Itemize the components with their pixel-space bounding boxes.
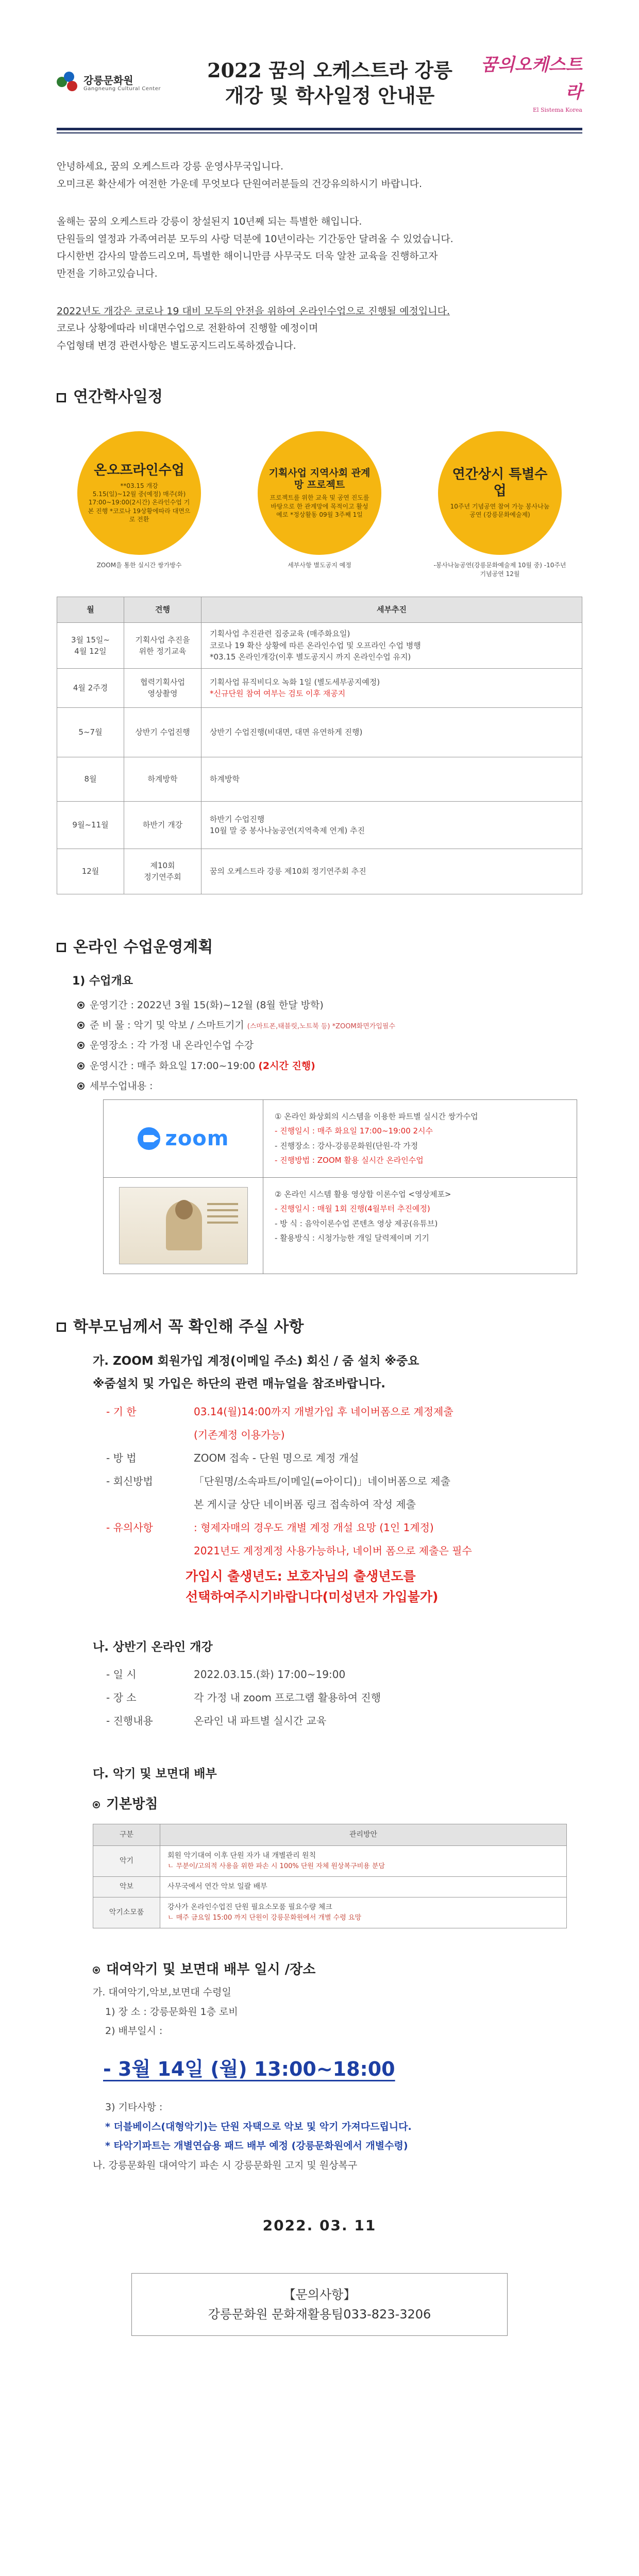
org-name-en: Gangneung Cultural Center (83, 86, 161, 92)
circle-bullet-icon (77, 1002, 85, 1009)
table-row: 3월 15일~ 4월 12일 기획사업 추진을 위한 정기교육 기획사업 추진관련 집중교육 (매주화요일) 코로나 19 확산 상황에 따른 온라인수업 및 오프라인 수업 병행 *03.15 온라인개강(이후 별도공지시 까지 온라인수업 유지) (57, 623, 582, 669)
policy-subtitle: 기본방침 (93, 1794, 582, 1815)
issue-date: 2022. 03. 11 (262, 2217, 377, 2234)
square-bullet-icon (57, 1323, 66, 1332)
rental-title: 대여악기 및 보면대 배부 일시 /장소 (93, 1959, 582, 1980)
list-item: 운영장소 : 각 가정 내 온라인수업 수강 (77, 1038, 582, 1053)
overview-circle: 연간상시 특별수업 10주년 기념공연 참여 가능 봉사나눔공연 (강릉문화예술제) (438, 431, 562, 555)
policy-table: 구분 관리방안 악기 회원 악기대여 이후 단원 자가 내 개별관리 원칙 ㄴ 무분이/고의적 사용을 위한 파손 시 100% 단원 자체 원상복구비용 분담 악보 사무국에서 연간 악보 일괄 배부 악기소모품 강사가 온라인수업진 단원 필요소모품 필요수량 체크 ㄴ 매주 금요일 15:00 까지 단원이 강릉문화원에서 개별 수령 요망 (93, 1824, 567, 1928)
zoom-logo: zoom (138, 1123, 229, 1155)
table-row: 4월 2주경 협력기획사업 영상촬영 기획사업 뮤직비디오 녹화 1일 (별도세부공지예정) *신규단원 참여 여부는 검토 이후 재공지 (57, 668, 582, 707)
schedule-section-title: 연간학사일정 (57, 385, 582, 410)
detail-row: - 유의사항 : 형제자매의 경우도 개별 계정 개설 요망 (1인 1계정) (106, 1521, 434, 1534)
rental-details: 가. 대여악기,악보,보면대 수령일 1) 장 소 : 강릉문화원 1층 로비 2) 배부일시 : (93, 1987, 238, 2037)
method-row: ② 온라인 시스템 활용 영상합 이론수업 <영상제포> - 진행일시 : 매월 1회 진행(4월부터 추진예정) - 방 식 : 음악이론수업 콘텐츠 영상 제공(유튜브) - 활용방식 : 시청가능한 개일 달력제이며 기기 (104, 1178, 577, 1274)
online-bullets (77, 998, 582, 1094)
online-section-title: 온라인 수업운영계획 (57, 936, 582, 960)
circle-bullet-icon (93, 1801, 100, 1808)
org-name: 강릉문화원 (83, 74, 133, 87)
intro-text: 안녕하세요, 꿈의 오케스트라 강릉 운영사무국입니다. 오미크론 확산세가 여전한 가운데 무엇보다 단원여러분들의 건강유의하시기 바랍니다. 올해는 꿈의 오케스트라 강릉이 창설된지 10년째 되는 특별한 해입니다. 단원들의 열정과 가족여러분 모두의 사랑 덕분에 10년이라는 기간동안 달려올 수 있었습니다. 다시한번 감사의 말씀드리오며, 특별한 해이니만큼 사무국도 더욱 알찬 교육을 진행하고자 만전을 기하고있습니다. 2022년도 개강은 코로나 19 대비 모두의 안전을 위하여 온라인수업으로 진행될 예정입니다. 코로나 상황에따라 비대면수업으로 전환하여 진행할 예정이며 수업형태 변경 관련사항은 별도공지드리도록하겠습니다. (57, 159, 582, 353)
zoom-signup-subtitle: ※줌설치 및 가입은 하단의 관련 매뉴얼을 참조바랍니다. (93, 1377, 385, 1391)
rental-etc: 3) 기타사항 : * 더블베이스(대형악기)는 단원 자택으로 악보 및 악기 가져다드립니다. * 타악기파트는 개별연습용 패드 배부 예정 (강릉문화원에서 개별수령) 나. 강릉문화원 대여악기 파손 시 강릉문화원 고지 및 원상복구 (93, 2102, 412, 2171)
schedule-table: 월 견행 세부추진 3월 15일~ 4월 12일 기획사업 추진을 위한 정기교육 기획사업 추진관련 집중교육 (매주화요일) 코로나 19 확산 상황에 따른 온라인수업 및 오프라인 수업 병행 *03.15 온라인개강(이후 별도공지시 까지 온라인수업 유지) 4월 2주경 협력기획사업 영상촬영 기획사업 뮤직비디오 녹화 1일 (별도세부공지예정) *신규단원 참여 여부는 검토 이후 재공지 5~7월 상반기 수업진행 상반기 수업진행(비대면, 대면 유연하게 진행) 8월 하계방학 하계방학 9월~11월 하반기 개강 하반기 수업진행 10월 말 중 봉사나눔공연(지역축제 연계) 추진 12월 제10회 정기연주회 꿈의 오케스트라 강릉 제10회 정기연주회 추진 (57, 597, 582, 894)
list-item: 세부수업내용 : (77, 1079, 582, 1094)
table-row: 12월 제10회 정기연주회 꿈의 오케스트라 강릉 제10회 정기연주회 추진 (57, 849, 582, 894)
detail-row: - 장 소 각 가정 내 zoom 프로그램 활용하여 진행 (106, 1691, 381, 1704)
table-row: 악기 회원 악기대여 이후 단원 자가 내 개별관리 원칙 ㄴ 무분이/고의적 사용을 위한 파손 시 100% 단원 자체 원상복구비용 분담 (93, 1846, 567, 1877)
square-bullet-icon (57, 943, 66, 952)
covid-notice: 2022년도 개강은 코로나 19 대비 모두의 안전을 위하여 온라인수업으로 진행될 예정입니다. (57, 306, 450, 317)
circle-bullet-icon (77, 1062, 85, 1070)
detail-row: - 회신방법 「단원명/소속파트/이메일(=아이디)」네이버폼으로 제출 (106, 1475, 450, 1487)
distribution-date: - 3월 14일 (월) 13:00~18:00 (103, 2058, 395, 2081)
detail-row: - 방 법 ZOOM 접속 - 단원 명으로 계정 개설 (106, 1451, 359, 1464)
list-item: 운영시간 : 매주 화요일 17:00~19:00 (2시간 진행) (77, 1059, 582, 1074)
document-header (57, 52, 582, 130)
table-row: 8월 하계방학 하계방학 (57, 757, 582, 801)
detail-row: (기존계정 이용가능) (194, 1428, 285, 1441)
detail-row: - 일 시 2022.03.15.(화) 17:00~19:00 (106, 1668, 346, 1681)
detail-row: - 기 한 03.14(월)14:00까지 개별가입 후 네이버폼으로 계정제출 (106, 1405, 453, 1418)
circle-bullet-icon (93, 1967, 100, 1974)
title-line-2: 개강 및 학사일정 안내문 (225, 84, 435, 108)
overview-circle: 온오프라인수업 **03.15 개강 5.15(일)~12월 중(예정) 매주(화) 17:00~19:00(2시간) 온라인수업 기본 진행 *코로나 19상황에따라 대면으로 전환 (77, 431, 201, 555)
table-row: 9월~11월 하반기 개강 하반기 수업진행 10월 말 중 봉사나눔공연(지역축제 연계) 추진 (57, 801, 582, 849)
detail-row: - 진행내용 온라인 내 파트별 실시간 교육 (106, 1715, 327, 1727)
parents-section-title: 학부모님께서 꼭 확인해 주실 사항 (57, 1315, 582, 1340)
table-row: 5~7월 상반기 수업진행 상반기 수업진행(비대면, 대면 유연하게 진행) (57, 707, 582, 757)
list-item: 운영기간 : 2022년 3월 15(화)~12월 (8월 한달 방학) (77, 998, 582, 1013)
lesson-methods-table (103, 1099, 577, 1274)
title-line-1: 2022 꿈의 오케스트라 강릉 (207, 58, 452, 82)
table-row: 악보 사무국에서 연간 악보 일괄 배부 (93, 1877, 567, 1897)
detail-row: 2021년도 계정계정 사용가능하나, 네이버 폼으로 제출은 필수 (194, 1544, 472, 1557)
online-opening-title: 나. 상반기 온라인 개강 (93, 1640, 213, 1654)
org-logo-mark (57, 72, 79, 94)
contact-box: 【문의사항】 강릉문화원 문화재활용팀033-823-3206 (131, 2273, 508, 2336)
overview-item: 연간상시 특별수업 10주년 기념공연 참여 가능 봉사나눔공연 (강릉문화예술제) -봉사나눔공연(강릉문화예술제 10월 중) -10주년 기념공연 12월 (433, 431, 567, 579)
overview-circle: 기획사업 지역사회 관계망 프로젝트 프로젝트를 위한 교육 및 공연 진도를 바탕으로 한 관계망에 목적이고 활성 예로 *정상활동 09월 3주째 1일 (258, 431, 381, 555)
square-bullet-icon (57, 393, 66, 402)
online-opening-details (106, 1667, 582, 1729)
circle-bullet-icon (77, 1082, 85, 1090)
list-item: 준 비 물 : 악기 및 악보 / 스마트기기 (스마트폰,태블릿,노트북 등) *ZOOM화면가입필수 (77, 1018, 582, 1033)
zoom-signup-details (106, 1404, 582, 1559)
video-lesson-thumbnail (119, 1187, 248, 1264)
partner-logo: 꿈의오케스트라 El Sistema Korea (480, 55, 582, 114)
table-row: 악기소모품 강사가 온라인수업진 단원 필요소모품 필요수량 체크 ㄴ 매주 금요일 15:00 까지 단원이 강릉문화원에서 개별 수령 요망 (93, 1897, 567, 1928)
detail-row: 본 게시글 상단 네이버폼 링크 접속하여 작성 제출 (194, 1498, 416, 1511)
overview-item: 기획사업 지역사회 관계망 프로젝트 프로젝트를 위한 교육 및 공연 진도를 바탕으로 한 관계망에 목적이고 활성 예로 *정상활동 09월 3주째 1일 세부사항 별도공지 예정 (253, 431, 386, 579)
birth-year-notice: 가입시 출생년도: 보호자님의 출생년도를 선택하여주시기바랍니다(미성년자 가입불가) (186, 1568, 439, 1604)
document-title (207, 58, 452, 109)
distribution-title: 다. 악기 및 보면대 배부 (93, 1767, 217, 1781)
zoom-signup-title: 가. ZOOM 회원가입 계정(이메일 주소) 회신 / 줌 설치 ※중요 (93, 1354, 419, 1368)
method-row: zoom ① 온라인 화상회의 시스템을 이용한 파트별 실시간 쌍가수업 - 진행일시 : 매주 화요일 17:00~19:00 2시수 - 진행장소 : 강사-강릉문화원(단원-각 가정 - 진행방법 : ZOOM 활용 실시간 온라인수업 (104, 1100, 577, 1178)
overview-item: 온오프라인수업 **03.15 개강 5.15(일)~12월 중(예정) 매주(화) 17:00~19:00(2시간) 온라인수업 기본 진행 *코로나 19상황에따라 대면으로 전환 ZOOM을 통한 실시간 쌍가방수 (72, 431, 206, 579)
circle-bullet-icon (77, 1042, 85, 1049)
circle-bullet-icon (77, 1022, 85, 1029)
online-subtitle: 1) 수업개요 (72, 975, 133, 988)
schedule-overview (57, 431, 582, 579)
org-logo (57, 72, 180, 94)
